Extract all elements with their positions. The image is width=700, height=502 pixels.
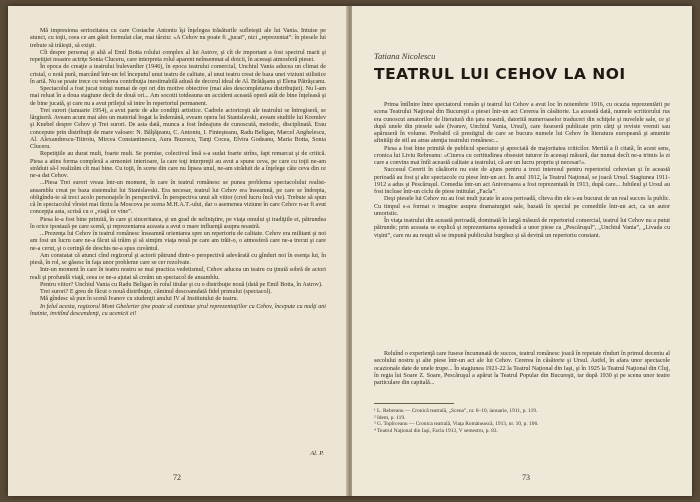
paragraph: Mă gîndesc să pun în scenă Ivanov cu studenţii anului IV al Institutului de teatru.	[40, 296, 239, 303]
paragraph: ...Prezenţa lui Cehov în teatrul românesc înseamnă orientarea spre un repertoriu de calitate. Cehov era militant şi noi am fost un lucru care ne-a făcut să trăim şi să simţim viaţa nouă pe care am trăit-o, o atmosferă care ne-a trecut şi care ne-a cerut, şi o cerinţă de deschis ne-a spus cuvântul.	[30, 231, 326, 252]
article-author: Tatiana Nicolescu	[374, 51, 436, 61]
left-body-text	[30, 28, 326, 318]
signature: Al. P.	[310, 450, 324, 457]
right-body-text-second	[374, 351, 670, 387]
paragraph: Deşi piesele lui Cehov nu au fost mult jucate în acea perioadă, cîteva din ele s-au bucurat de un real succes la public. Cu timpul s-a format o imagine asupra dramaturgiei sale, bazată în special pe comediile într-un act, ca un autor umoristic.	[374, 196, 670, 217]
paragraph: ...Piesa Trei surori vreau într-un moment, în care în teatrul românesc se punea problema spectacolului realist-ansamblu creat pe baza sistemului lui Stanislavski. Era necesar, teatrul lui Cehov era înseamnă, pe care se îndrepta, obligîndu-te să treci acolo personajele în perspectivă. În perspectiva unui alt viitor (cred lucru încă vie). Trebuie să spun că în spectacolul vîrstei mai tîrziu la Moscova pe scena M.H.A.T.-ului, dar o asemenea viziune în care Cehov n-ar fi avut concepţia asta, scrisă cu o „viaţă ce vine”.	[30, 180, 326, 216]
page-number: 72	[173, 473, 181, 482]
page-number: 73	[522, 473, 530, 482]
book-spread	[8, 6, 692, 496]
right-body-text	[374, 102, 670, 240]
paragraph: In felul acesta, regizorul Moni Ghelerter ţine poate să continue şirul reprezentaţiilor cu Cehov, începute cu mulţi ani înainte, invitînd descendenţi, cu ucenicii ei!	[30, 303, 326, 317]
paragraph: Trei surori? E greu de făcut o nouă distribuţie, căminul descoamdată fidel primului (spectacol).	[40, 289, 272, 295]
paragraph: Pentru viitor? Unchiul Vania cu Radu Beligan în rolul titular şi cu o distribuţie nouă (dată pe Emil Botta, în Astrov).	[40, 281, 323, 288]
footnote: ⁴ Teatrul Naţional din Iaşi, Facla 1913, V semestru, p. 83.	[374, 427, 498, 434]
footnote-separator	[374, 403, 454, 404]
paragraph: Repetiţiile au durat mult, foarte mult. Se pornise, colectivul însă s-a sudat foarte strîns, fapt remarcat şi de critică. Piesa a atins forma complexă a armoniei interioare, la care toţi interpreţii au avut a spune ceva, pe care cu toţii ne-am străduit să-l realizăm cît mai bine. Cu toţii, în scene din care nu lipsea unul, ne-am străduit de a înţelege câte ceva din ce ne-a dat Cehov.	[30, 151, 326, 179]
paragraph: În viaţa teatrului din această perioadă, dominată în largă măsură de repertoriul comercial, teatrul lui Cehov nu a putut pătrunde; prin aceasta se explică şi reprezentarea sporadică a unor piese ca „Pescăruşul”, „Unchiul Vania”, „Livada cu vişini”, care nu au reuşit să se impună publicului burghez şi să devină un repertoriu constant.	[374, 218, 670, 239]
article-title: TEATRUL LUI CEHOV LA NOI	[374, 65, 626, 83]
left-page	[8, 6, 348, 496]
paragraph: Piesa a fost bine primită de publicul spectator şi apreciată de majoritatea criticilor. Merită a fi citată, în acest sens, cronica lui Liviu Rebreanu: «Cineva cu certitudinea obsesiei tuturor în aceeaşi măsură, dar numai decît ne-a trimis la zi care a convins mai întîi această calitate a teatrului, că are un lucru propriu şi necesar!».	[374, 145, 670, 166]
paragraph: Piesa le-a fost bine primită, în care şi sinceritatea, şi un grad de neliniştire, pe viaţa omului şi tradiţiile ei, pătrundea în orice ipostază pe care scenă, şi reprezentarea aceasta a avut o mare influenţă asupra noastră.	[30, 216, 326, 230]
paragraph: Trei surori (ianuarie 1954), a avut parte de alte condiţii artistice. Cadrele actoriceşti ale teatrului se întregiseră, se lărgiseră. Aveam acum mai ales un material bogat la îndemână, eveam opera lui Stanislavski, aveam studiile lui Kremlev şi Knebel despre Cehov şi Trei surori. De asta dată, munca a fost îndeajuns de cunoscută, metodic, disciplinată. Erau concepute prin distribuţii de mare valoare: N. Bălţăţeanu, C. Antoniu, I. Finteşteanu, Radu Beligan, Marcel Anghelescu, Al. Alexandrescu-Titiroiu, Mircea Constantinescu, Aura Buzescu, Tanţi Cocea, Elvira Godeanu, Maria Botta, Sonia Cluceru.	[30, 107, 326, 150]
footnote: ² Idem, p. 119.	[374, 414, 406, 421]
right-page	[352, 6, 692, 496]
footnote: ³ G. Topîrceanu — Cronica teatrală, Viaţa Românească, 1913, nr. 10, p. 106.	[374, 421, 539, 428]
footnotes	[374, 408, 670, 434]
paragraph: Cît despre personaj şi altă al Emil Botta rolului complex al lui Astrov, şi cît de important a fost spectrul marii şi repetiţiei noastre actriţe Sonia Cluceru, care interpreta rolul aparent neînsemnat al doicii, în aceeaşi atmosferă piesei.	[30, 49, 326, 63]
paragraph: Reluînd o experienţă care fusese încununată de succes, teatrul românesc joacă în repetate rînduri în primul deceniu al secolului nostru şi alte piese într-un act ale lui Cehov. Cererea în căsătorie şi Ursul. Astfel, în afara unor spectacole ocazionale date de unele trupe... În stagiunea 1921-22 la Teatrul Naţional din Iaşi, şi în 1925 la Teatrul Naţional din Cluj, în regia lui Soare Z. Soare, Pescăruşul a apărut la Teatrul Popular din Bucureşti, iar după 1930 şi pe scena unor teatre particulare din capitală...	[374, 351, 670, 386]
footnote: ¹ L. Rebreanu — Cronică teatrală, „Scena”, nr. 8–10, ianuarie, 1911, p. 119.	[374, 408, 538, 414]
paragraph: Mă impresiona seriozitatea cu care Costache Antoniu îşi înţelegea trăsăturile sufleteşti ale lui Vania. Intuise pe atunci, cu toţii, ceea ce am găsit formulat clar, mai târziu: «A Cehov nu poate fi „jucat”, nici „reprezentat”: în piesele lui trebuie să trăieşti, să exişti.	[30, 28, 326, 49]
paragraph: În epoca de creaţie a teatrului bulevardier (1946), în epoca teatrului comercial, Unchiul Vania aducea un climat de cristal, o notă pură, marcând într-un fel începutul unui teatru de calitate, al unui teatru creat de baza unei viziuni stilistice în artă. Nu se poate trece cu vederea contribuţia inestimabilă adusă de decorul ideal de Al. Brătăşanu şi Elena Pătrăşcanu.	[30, 64, 326, 85]
paragraph: Spectacolul a fost jucat totuşi numai de opt ori din motive obiective (mai ales descompletarea distribuţiei). Nu l-am mai reluat în a doua stagiune decît de două ori... Am socotit totdeauna un accident această operă atât de bine înţeleasă şi de bine jucată, şi care nu a avut prilejul să intre în repertoriul permanent.	[30, 86, 326, 107]
paragraph: Intr-un moment în care în teatru nostru se mai practica vedetismul, Cehov aducea un teatru cu ţinută sobră de actori reali şi profundă viaţă, ceea ce ne-a ajutat să creăm un spectacol de ansamblu.	[30, 267, 326, 281]
paragraph: Am constatat că atunci cînd regizorul şi actorii pătrund dintr-o perspectivă adevărată cu gînduri noi în esenţa lui, în piesă, în rol, se găsesc în faţa unor probleme care se cer rezolvate.	[30, 252, 326, 266]
paragraph: Prima întîlnire între spectatorul român şi teatrul lui Cehov a avut loc în noiembrie 1916, cu ocazia reprezentării pe scena Teatrului Naţional din Bucureşti a piesei într-un act Cererea în căsătorie. La această dată, numele scriitorului rus era cunoscut amatorilor de literatură din ţara noastră, datorită numeroaselor traduceri din schiţele şi nuvelele sale, ce şi după unele din piesele sale (Ivanov, Unchiul Vania, Ursul), care fuseseră publicate prin cărţi şi reviste vremii sau apăruseră în volume. Probabil că prestigiul de care se bucura numele lui Cehov în literatura europeană şi anumite afinităţi de stil au atras atenţia teatrului românesc...	[374, 102, 670, 145]
paragraph: Succesul Cererii în căsătorie nu este de ajuns pentru a trezi interesul pentru repertoriul cehovian şi în această perioadă au fost şi alte spectacole cu piese într-un act. În anul 1912, la Teatrul Naţional, se joacă Ursul. Stagiunea 1911-1912 a adus şi Pescăruşul. Comedia într-un act Aniversarea a fost reprezentată în 1913, după care... Jubileul şi Ursul au fost incluse într-un ciclu de piese intitulat „Facla”.	[374, 167, 670, 195]
